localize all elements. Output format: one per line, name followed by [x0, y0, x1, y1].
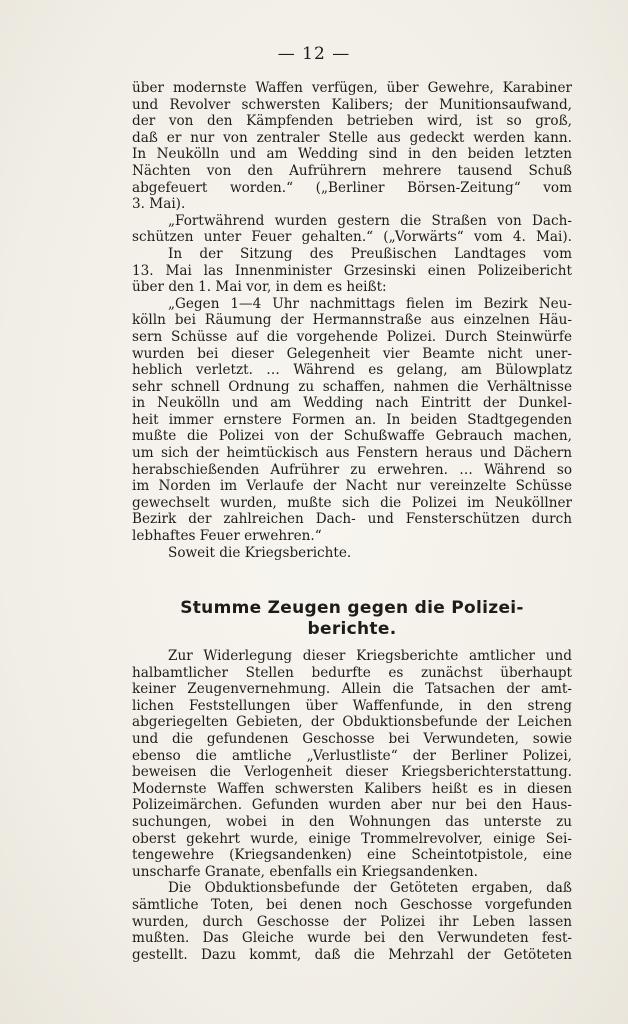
text-line: tengewehre (Kriegsandenken) eine Scheintotpistole, eine: [132, 847, 572, 864]
text-line: heit immer ernstere Formen an. In beiden Stadtgegenden: [132, 411, 572, 428]
text-line: um sich der heimtückisch aus Fenstern heraus und Dächern: [132, 445, 572, 462]
text-line: in Neukölln und am Wedding nach Eintritt der Dunkel-: [132, 395, 572, 412]
text-line: und die gefundenen Geschosse bei Verwundeten, sowie: [132, 730, 572, 747]
text-line: Modernste Waffen schwersten Kalibers heißt es in diesen: [132, 780, 572, 797]
text-line: „Gegen 1—4 Uhr nachmittags fielen im Bezirk Neu-: [168, 295, 572, 312]
text-block-top: [132, 80, 572, 561]
text-line: über den 1. Mai vor, in dem es heißt:: [132, 279, 387, 296]
text-line: 13. Mai las Innenminister Grzesinski einen Polizeibericht: [132, 262, 572, 279]
section-heading-line: Stumme Zeugen gegen die Polizei-: [180, 598, 524, 618]
text-line: unscharfe Granate, ebenfalls ein Kriegsandenken.: [132, 863, 478, 880]
text-line: herabschießenden Aufrührer zu erwehren. … Während so: [132, 461, 572, 478]
text-line: daß er nur von zentraler Stelle aus gedeckt werden kann.: [132, 129, 572, 146]
text-line: keiner Zeugenvernehmung. Allein die Tatsachen der amt-: [132, 681, 572, 698]
text-line: gestellt. Dazu kommt, daß die Mehrzahl der Getöteten: [132, 946, 572, 963]
text-line: abgeriegelten Gebieten, der Obduktionsbefunde der Leichen: [132, 714, 572, 731]
text-line: beweisen die Verlogenheit dieser Kriegsberichterstattung.: [132, 764, 572, 781]
section-heading-line: berichte.: [307, 619, 397, 639]
text-line: 3. Mai).: [132, 196, 186, 213]
text-line: lichen Feststellungen über Waffenfunde, in den streng: [132, 697, 572, 714]
text-line: kölln bei Räumung der Hermannstraße aus einzelnen Häu-: [132, 312, 572, 329]
text-line: sern Schüsse auf die vorgehende Polizei. Durch Steinwürfe: [132, 328, 572, 345]
text-line: sämtliche Toten, bei denen noch Geschosse vorgefunden: [132, 896, 572, 913]
text-line: Die Obduktionsbefunde der Getöteten ergaben, daß: [168, 880, 572, 897]
text-line: lebhaftes Feuer erwehren.“: [132, 528, 322, 545]
text-line: im Norden im Verlaufe der Nacht nur vereinzelte Schüsse: [132, 478, 572, 495]
text-line: In Neukölln und am Wedding sind in den beiden letzten: [132, 146, 572, 163]
section-heading: [132, 598, 572, 640]
text-line: halbamtlicher Stellen bedurfte es zunächst überhaupt: [132, 664, 572, 681]
text-line: heblich verletzt. … Während es gelang, am Bülowplatz: [132, 362, 572, 379]
text-line: Zur Widerlegung dieser Kriegsberichte amtlicher und: [168, 648, 572, 664]
text-line: der von den Kämpfenden betrieben wird, ist so groß,: [132, 113, 572, 130]
text-line: suchungen, wobei in den Wohnungen das unterste zu: [132, 813, 572, 830]
text-line: wurden, durch Geschosse der Polizei ihr Leben lassen: [132, 913, 572, 930]
text-line: Bezirk der zahlreichen Dach- und Fensterschützen durch: [132, 511, 572, 528]
text-line: Nächten von den Aufrührern mehrere tausend Schuß: [132, 162, 572, 179]
text-line: ebenso die amtliche „Verlustliste“ der Berliner Polizei,: [132, 747, 572, 764]
text-line: schützen unter Feuer gehalten.“ („Vorwärts“ vom 4. Mai).: [132, 229, 572, 246]
text-line: und Revolver schwersten Kalibers; der Munitionsaufwand,: [132, 96, 572, 113]
text-block-bottom: [132, 648, 572, 963]
text-line: In der Sitzung des Preußischen Landtages vom: [168, 245, 572, 262]
text-line: „Fortwährend wurden gestern die Straßen von Dach-: [168, 212, 572, 229]
text-line: mußten. Das Gleiche wurde bei den Verwundeten fest-: [132, 930, 572, 947]
text-line: mußte die Polizei von der Schußwaffe Gebrauch machen,: [132, 428, 572, 445]
text-line: Soweit die Kriegsberichte.: [168, 544, 352, 561]
text-line: wurden bei dieser Gelegenheit vier Beamte nicht uner-: [132, 345, 572, 362]
text-line: sehr schnell Ordnung zu schaffen, nahmen die Verhältnisse: [132, 378, 572, 395]
page-number: — 12 —: [277, 44, 351, 64]
text-line: gewechselt wurden, mußte sich die Polizei im Neuköllner: [132, 494, 572, 511]
text-line: oberst gekehrt wurde, einige Trommelrevolver, einige Sei-: [132, 830, 572, 847]
text-line: über modernste Waffen verfügen, über Gewehre, Karabiner: [132, 80, 572, 96]
text-line: abgefeuert worden.“ („Berliner Börsen-Zeitung“ vom: [132, 179, 572, 196]
text-line: Polizeimärchen. Gefunden wurden aber nur bei den Haus-: [132, 797, 572, 814]
